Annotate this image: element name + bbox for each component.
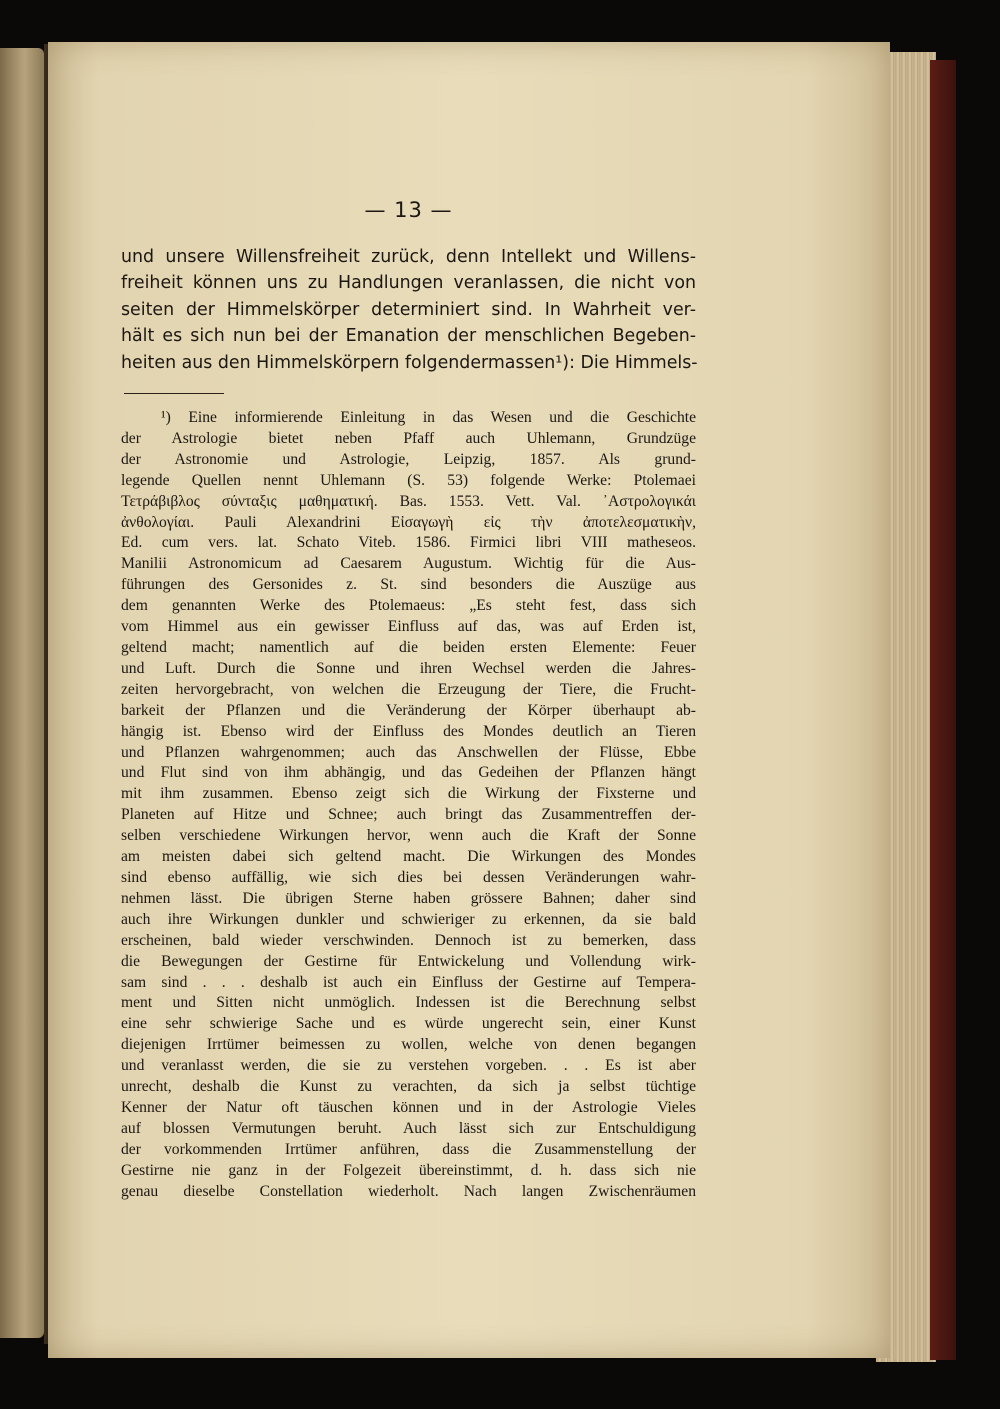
- footnote-line: Gestirne nie ganz in der Folgezeit übereinstimmt, d. h. dass sich nie: [121, 1161, 696, 1179]
- main-text: [121, 244, 696, 376]
- footnote-line: und Luft. Durch die Sonne und ihren Wechsel werden die Jahres-: [121, 659, 696, 677]
- footnote-line: ment und Sitten nicht unmöglich. Indessen ist die Berechnung selbst: [121, 994, 696, 1012]
- footnote-separator: [124, 393, 224, 394]
- footnote-line: sam sind . . . deshalb ist auch ein Einfluss der Gestirne auf Tempera-: [121, 973, 696, 991]
- main-text-line: und unsere Willensfreiheit zurück, denn Intellekt und Willens-: [121, 247, 696, 267]
- footnote-line: und Pflanzen wahrgenommen; auch das Anschwellen der Flüsse, Ebbe: [121, 743, 696, 761]
- page-number: — 13 —: [364, 198, 453, 222]
- footnote-line: Ed. cum vers. lat. Schato Viteb. 1586. Firmici libri VIII matheseos.: [121, 534, 696, 552]
- footnote-line: zeiten hervorgebracht, von welchen die Erzeugung der Tiere, die Frucht-: [121, 680, 696, 698]
- main-text-line: hält es sich nun bei der Emanation der menschlichen Begeben-: [121, 326, 696, 347]
- footnote-line: mit ihm zusammen. Ebenso zeigt sich die Wirkung der Fixsterne und: [121, 785, 696, 803]
- main-text-line: freiheit können uns zu Handlungen veranlassen, die nicht von: [121, 273, 696, 294]
- footnote-line: diejenigen Irrtümer beimessen zu wollen, welche von denen begangen: [121, 1036, 696, 1054]
- footnote-line: erscheinen, bald wieder verschwinden. Dennoch ist zu bemerken, dass: [121, 931, 696, 949]
- footnote-line: der Astronomie und Astrologie, Leipzig, 1857. Als grund-: [121, 450, 696, 468]
- footnote-line: der Astrologie bietet neben Pfaff auch Uhlemann, Grundzüge: [121, 429, 696, 447]
- main-text-line: seiten der Himmelskörper determiniert sind. In Wahrheit ver-: [121, 299, 696, 320]
- footnote-line: dem genannten Werke des Ptolemaeus: „Es steht fest, dass sich: [121, 597, 696, 615]
- footnote-line: unrecht, deshalb die Kunst zu verachten, da sich ja selbst tüchtige: [121, 1078, 696, 1096]
- footnote-line: geltend macht; namentlich auf die beiden ersten Elemente: Feuer: [121, 639, 696, 656]
- footnote-line: Kenner der Natur oft täuschen können und in der Astrologie Vieles: [121, 1098, 696, 1116]
- footnote-line: hängig ist. Ebenso wird der Einfluss des Mondes deutlich an Tieren: [121, 722, 696, 740]
- footnote-line: und Flut sind von ihm abhängig, und das Gedeihen der Pflanzen hängt: [121, 764, 696, 782]
- footnote-line: Planeten auf Hitze und Schnee; auch bringt das Zusammentreffen der-: [121, 806, 696, 824]
- footnote-line: genau dieselbe Constellation wiederholt. Nach langen Zwischenräumen: [121, 1182, 696, 1200]
- footnote-line: selben verschiedene Wirkungen hervor, wenn auch die Kraft der Sonne: [121, 827, 696, 845]
- footnote-line: sind ebenso auffällig, wie sich dies bei dessen Veränderungen wahr-: [121, 868, 696, 886]
- footnote-line: die Bewegungen der Gestirne für Entwickelung und Vollendung wirk-: [121, 952, 696, 970]
- footnote-line: am meisten dabei sich geltend macht. Die Wirkungen des Mondes: [121, 848, 696, 866]
- footnote-line: ἀνθολογίαι. Pauli Alexandrini Εἰσαγωγὴ εἰς τὴν ἀποτελεσματικὴν,: [121, 513, 696, 531]
- footnote-line: barkeit der Pflanzen und die Veränderung der Körper überhaupt ab-: [121, 701, 696, 719]
- book-cover-edge: [930, 60, 956, 1360]
- footnote-line: auf blossen Vermutungen beruht. Auch lässt sich zur Entschuldigung: [121, 1119, 696, 1137]
- footnote-line: und veranlasst werden, die sie zu verstehen vorgeben. . . Es ist aber: [121, 1057, 696, 1075]
- footnote-line: vom Himmel aus ein gewisser Einfluss auf das, was auf Erden ist,: [121, 618, 696, 636]
- footnote-line: ¹) Eine informierende Einleitung in das Wesen und die Geschichte: [161, 409, 696, 427]
- footnote-line: führungen des Gersonides z. St. sind besonders die Auszüge aus: [121, 576, 696, 594]
- footnote: [121, 408, 696, 1202]
- footnote-line: legende Quellen nennt Uhlemann (S. 53) folgende Werke: Ptolemaei: [121, 471, 696, 489]
- footnote-line: auch ihre Wirkungen dunkler und schwieriger zu erkennen, da sie bald: [121, 910, 696, 928]
- page-content: [121, 195, 696, 1202]
- footnote-line: Manilii Astronomicum ad Caesarem Augustum. Wichtig für die Aus-: [121, 555, 696, 573]
- facing-page-edge: [0, 48, 44, 1338]
- footnote-line: nehmen lässt. Die übrigen Sterne haben grössere Bahnen; daher sind: [121, 889, 696, 907]
- footnote-line: eine sehr schwierige Sache und es würde ungerecht sein, einer Kunst: [121, 1015, 696, 1033]
- footnote-line: Τετράβιβλος σύνταξις μαθηματική. Bas. 1553. Vett. Val. ᾿Αστρολογικάι: [121, 492, 696, 510]
- main-text-line: heiten aus den Himmelskörpern folgendermassen¹): Die Himmels-: [121, 352, 698, 373]
- footnote-line: der vorkommenden Irrtümer anführen, dass die Zusammenstellung der: [121, 1140, 696, 1158]
